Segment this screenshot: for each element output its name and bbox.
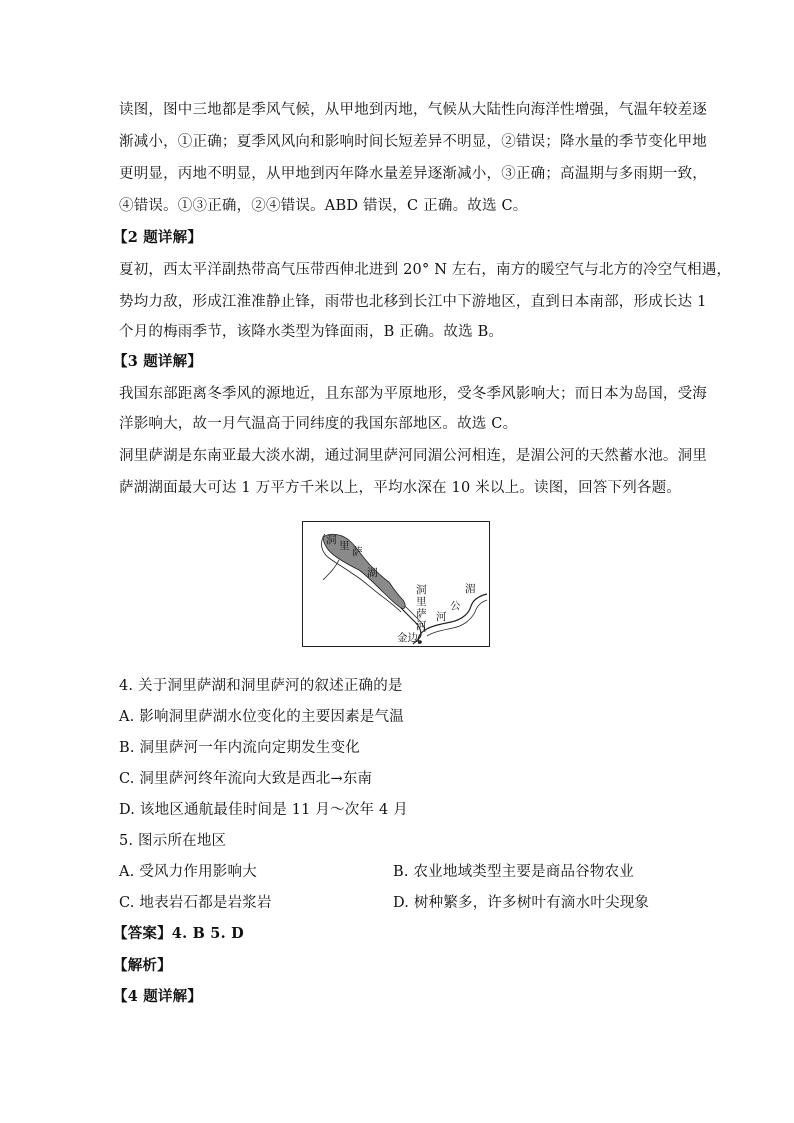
question-5-option-c: C. 地表岩石都是岩浆岩	[119, 895, 272, 911]
paragraph-line: 我国东部距离冬季风的源地近，且东部为平原地形，受冬季风影响大；而日本为岛国，受海	[119, 386, 707, 402]
paragraph-line: 洞里萨湖是东南亚最大淡水湖，通过洞里萨河同湄公河相连，是湄公河的天然蓄水池。洞里	[119, 448, 707, 464]
paragraph-line: ④错误。①③正确，②④错误。ABD 错误，C 正确。故选 C。	[119, 198, 528, 214]
phnom-penh-marker	[418, 640, 422, 644]
answer-line: 【答案】4. B 5. D	[113, 925, 244, 942]
paragraph-line: 读图，图中三地都是季风气候，从甲地到丙地，气候从大陆性向海洋性增强，气温年较差逐	[119, 102, 707, 118]
map-label-lake-3: 萨	[352, 546, 363, 558]
paragraph-line: 势均力敌，形成江淮准静止锋，雨带也北移到长江中下游地区，直到日本南部，形成长达 1	[119, 294, 707, 310]
map-label-mekong-2: 公	[450, 600, 461, 612]
question-4-option-d: D. 该地区通航最佳时间是 11 月～次年 4 月	[119, 802, 408, 818]
question-5-option-a: A. 受风力作用影响大	[119, 864, 257, 880]
paragraph-line: 萨湖湖面最大可达 1 万平方千米以上，平均水深在 10 米以上。读图，回答下列各题。	[119, 480, 682, 496]
tonle-sap-map	[302, 521, 490, 647]
map-label-mekong-3: 河	[436, 611, 447, 623]
map-label-city: 金边	[397, 632, 418, 644]
paragraph-line: 渐减小，①正确；夏季风风向和影响时间长短差异不明显，②错误；降水量的季节变化甲地	[119, 134, 707, 150]
question-4-option-b: B. 洞里萨河一年内流向定期发生变化	[119, 740, 360, 756]
paragraph-line: 更明显，丙地不明显，从甲地到丙年降水量差异逐渐减小，③正确；高温期与多雨期一致，	[119, 166, 707, 182]
question-5-stem: 5. 图示所在地区	[119, 833, 227, 849]
map-label-river-3: 萨	[416, 608, 427, 620]
section-heading-q2: 【2 题详解】	[113, 229, 203, 246]
question-4-option-c: C. 洞里萨河终年流向大致是西北→东南	[119, 771, 373, 787]
paragraph-line: 夏初，西太平洋副热带高气压带西伸北进到 20° N 左右，南方的暖空气与北方的冷空气相遇，	[119, 262, 732, 278]
question-4-stem: 4. 关于洞里萨湖和洞里萨河的叙述正确的是	[119, 678, 403, 694]
question-5-option-b: B. 农业地域类型主要是商品谷物农业	[393, 864, 634, 880]
map-label-river-1: 洞	[416, 584, 427, 596]
map-label-lake-2: 里	[339, 540, 350, 552]
paragraph-line: 个月的梅雨季节，该降水类型为锋面雨，B 正确。故选 B。	[119, 324, 504, 340]
map-label-river-2: 里	[416, 596, 427, 608]
map-label-lake-1: 洞	[326, 534, 337, 546]
section-heading-q4: 【4 题详解】	[113, 988, 203, 1005]
question-4-option-a: A. 影响洞里萨湖水位变化的主要因素是气温	[119, 709, 404, 725]
map-label-river-4: 河	[416, 620, 427, 632]
question-5-option-d: D. 树种繁多，许多树叶有滴水叶尖现象	[393, 895, 650, 911]
analysis-heading: 【解析】	[113, 957, 172, 974]
section-heading-q3: 【3 题详解】	[113, 353, 203, 370]
map-label-lake-4: 湖	[367, 567, 378, 579]
map-label-mekong-1: 湄	[465, 583, 476, 595]
paragraph-line: 洋影响大，故一月气温高于同纬度的我国东部地区。故选 C。	[119, 416, 518, 432]
